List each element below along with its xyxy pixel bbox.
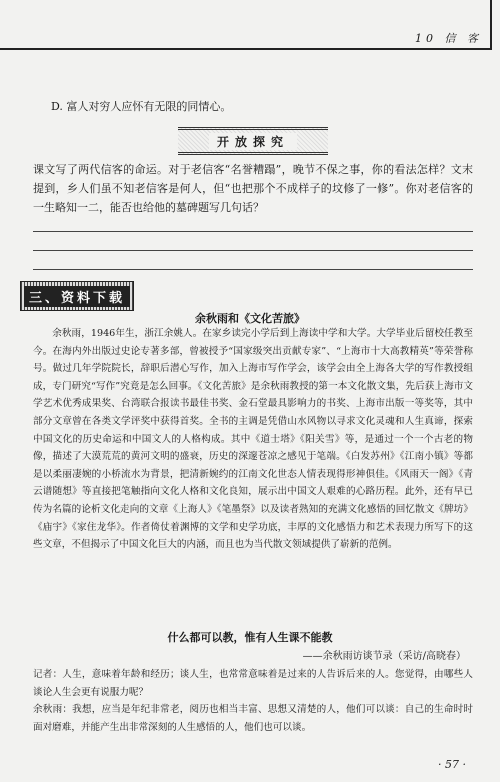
- running-header: 10 信 客: [415, 32, 482, 45]
- answer-line: [33, 250, 473, 251]
- article-body: [33, 325, 473, 554]
- answer-line: [33, 231, 473, 232]
- section-heading-label: 开放探究: [209, 133, 297, 150]
- interview-body: [33, 666, 473, 736]
- article-paragraph: 余秋雨，1946年生，浙江余姚人。在家乡读完小学后到上海读中学和大学。大学毕业后留校任教至今。在海内外出版过史论专著多部，曾被授予“国家级突出贡献专家”、“上海市十大高教精英”等荣誉称号。做过几年学院院长，辞职后潜心写作，加入上海市写作学会，该学会由全上海各大学的写作教授组成，专门研究“写作”究竟是怎么回事。《文化苦旅》是余秋雨教授的第一本文化散文集，先后获上海市文学艺术优秀成果奖、台湾联合报读书最佳书奖、金石堂最具影响力的书奖、上海市出版一等奖等，其中部分文章曾在各类文学评奖中获得首奖。全书的主调是凭借山水风物以寻求文化灵魂和人生真谛，探索中国文化的历史命运和中国文人的人格构成。其中《道士塔》《阳关雪》等，是通过一个一个古老的物像，描述了大漠荒荒的黄河文明的盛衰，历史的深邃苍凉之感见于笔端。《白发苏州》《江南小镇》等都是以柔丽凄婉的小桥流水为背景，把清新婉约的江南文化世态人情表现得形神俱佳。《风雨天一阁》《青云谱随想》等直接把笔触指向文化人格和文化良知，展示出中国文人艰难的心路历程。此外，还有早已传为名篇的论析文化走向的文章《上海人》《笔墨祭》以及读者熟知的充满文化感悟的回忆散文《牌坊》《庙宇》《家住龙华》。作者倚仗着渊博的文学和史学功底，丰厚的文化感悟力和艺术表现力所写下的这些文章，不但揭示了中国文化巨大的内涵，而且也为当代散文领域提供了崭新的范例。: [33, 328, 473, 551]
- answer-line: [33, 269, 473, 270]
- inquiry-question: 课文写了两代信客的命运。对于老信客“名誉糟蹋”，晚节不保之事，你的看法怎样？文末提到，乡人们虽不知老信客是何人，但“也把那个不成样子的坟修了一修”。你对老信客的一生略知一二，能否也给他的墓碑题写几句话？: [33, 163, 473, 214]
- article-title: 余秋雨和《文化苦旅》: [195, 312, 305, 325]
- section-banner-resources: [20, 281, 134, 311]
- interview-subtitle: ——余秋雨访谈节录（采访/高晓春）: [302, 651, 466, 662]
- answer-option-d: D. 富人对穷人应怀有无限的同情心。: [51, 100, 232, 113]
- interview-reporter-question: 记者：人生，意味着年龄和经历；谈人生，也常常意味着是过来的人告诉后来的人。您觉得，由哪些人谈论人生会更有说服力呢？: [33, 669, 473, 698]
- page-number: · 57 ·: [438, 758, 466, 771]
- interview-answer: 余秋雨：我想，应当是年纪非常老，阅历也相当丰富、思想又清楚的人，他们可以谈：自己的生命时时面对磨难，并能产生出非常深刻的人生感悟的人，他们也可以谈。: [33, 704, 473, 733]
- interview-title: 什么都可以教，惟有人生课不能教: [167, 631, 333, 644]
- section-banner-label: 三、资料下载: [24, 286, 130, 307]
- section-heading-open-inquiry: [178, 127, 328, 155]
